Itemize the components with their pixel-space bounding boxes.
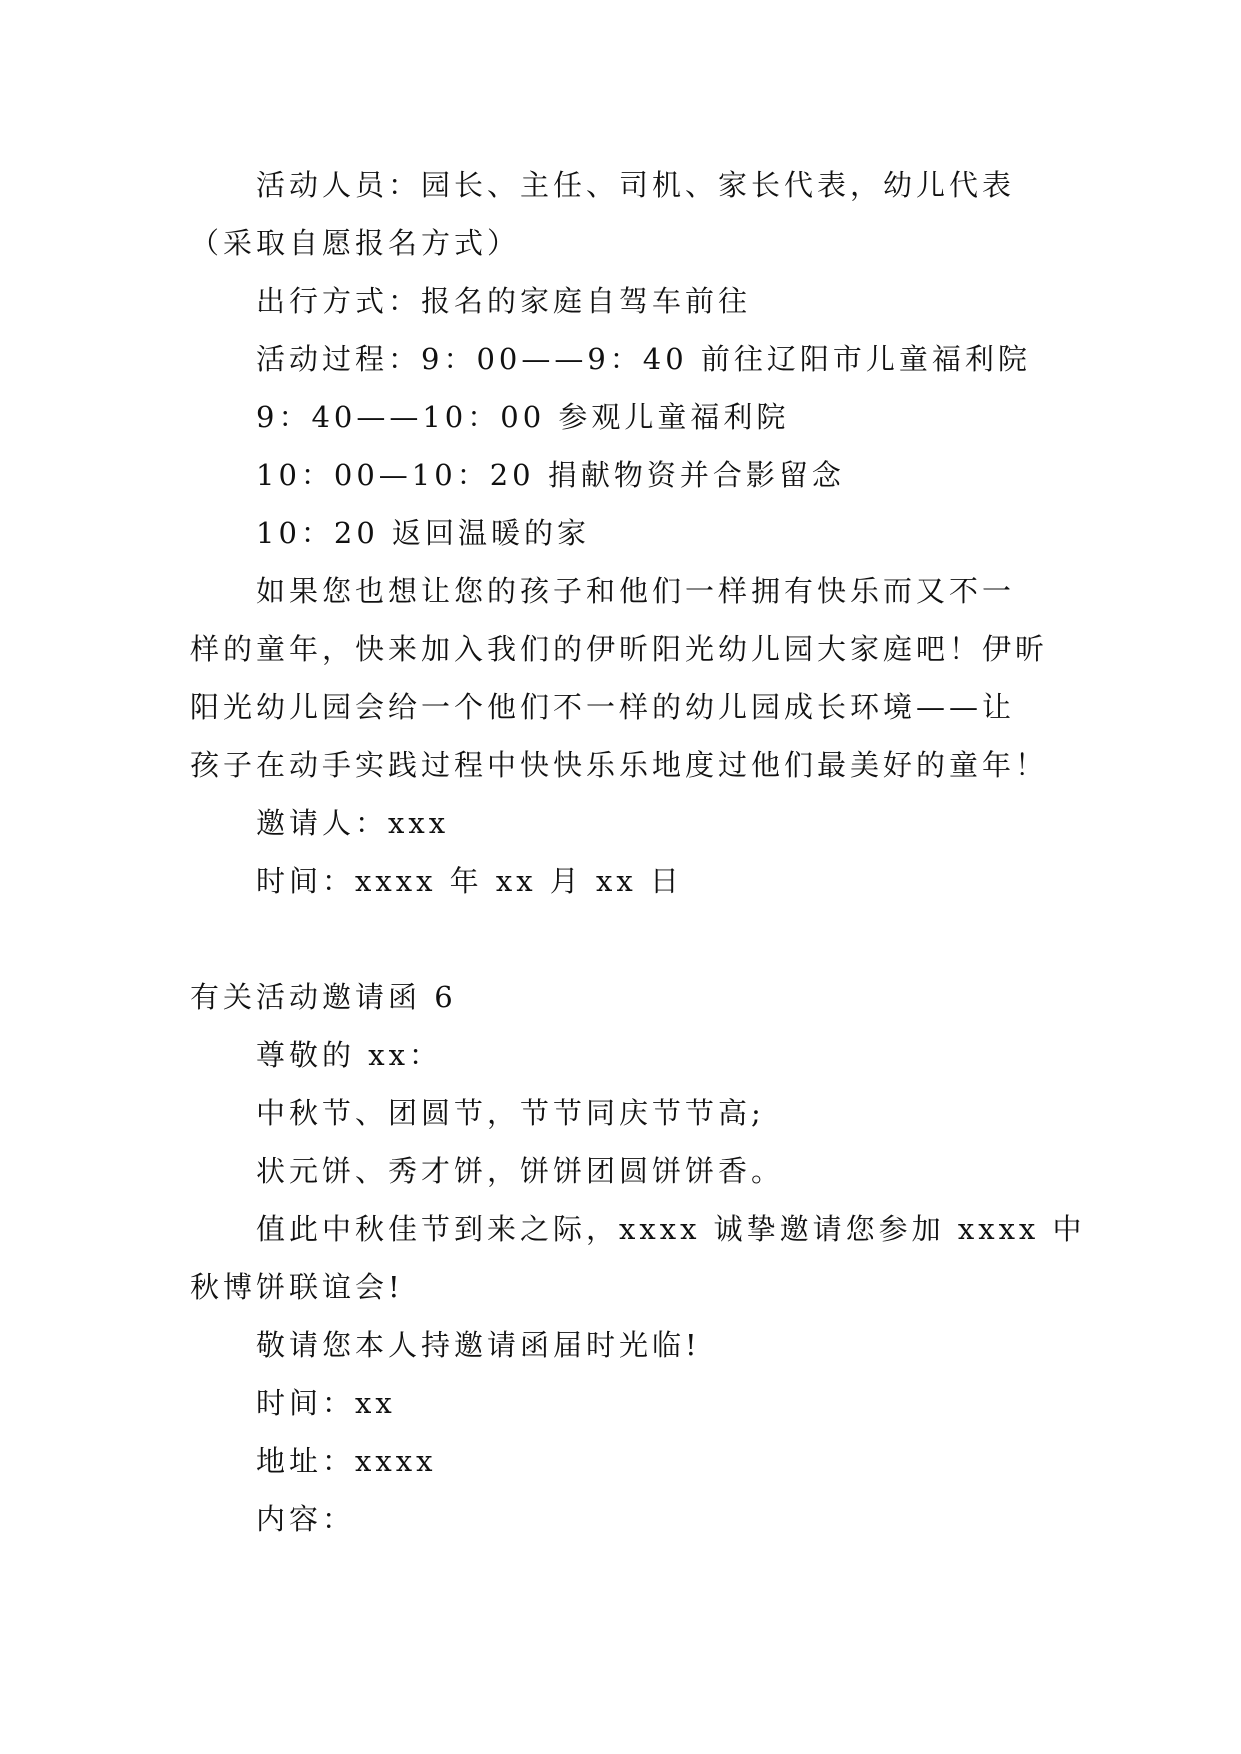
invitation-line-2: 秋博饼联谊会! bbox=[190, 1270, 404, 1304]
travel-mode: 出行方式：报名的家庭自驾车前往 bbox=[256, 284, 752, 318]
participants-line: 活动人员：园长、主任、司机、家长代表，幼儿代表 bbox=[256, 168, 1016, 202]
invite-paragraph-line-1: 如果您也想让您的孩子和他们一样拥有快乐而又不一 bbox=[256, 574, 1016, 608]
schedule-item-4: 10：20 返回温暖的家 bbox=[256, 516, 591, 550]
section-heading: 有关活动邀请函 6 bbox=[190, 980, 457, 1014]
event-content: 内容： bbox=[256, 1502, 356, 1536]
document-body bbox=[190, 156, 1086, 1548]
schedule-item-3: 10：00—10：20 捐献物资并合影留念 bbox=[256, 458, 845, 492]
couplet-line-1: 中秋节、团圆节，节节同庆节节高; bbox=[256, 1096, 765, 1130]
invite-paragraph-line-3: 阳光幼儿园会给一个他们不一样的幼儿园成长环境——让 bbox=[190, 690, 1016, 724]
inviter: 邀请人：xxx bbox=[256, 806, 450, 840]
schedule-item-2: 9：40——10：00 参观儿童福利院 bbox=[256, 400, 790, 434]
salutation: 尊敬的 xx： bbox=[256, 1038, 442, 1072]
couplet-line-2: 状元饼、秀才饼，饼饼团圆饼饼香。 bbox=[256, 1154, 785, 1188]
invite-date: 时间：xxxx 年 xx 月 xx 日 bbox=[256, 864, 683, 898]
invite-paragraph-line-4: 孩子在动手实践过程中快快乐乐地度过他们最美好的童年！ bbox=[190, 748, 1049, 782]
invitation-line-1: 值此中秋佳节到来之际，xxxx 诚挚邀请您参加 xxxx 中 bbox=[256, 1212, 1086, 1246]
schedule-item-1: 活动过程：9：00——9：40 前往辽阳市儿童福利院 bbox=[256, 342, 1031, 376]
invite-paragraph-line-2: 样的童年，快来加入我们的伊昕阳光幼儿园大家庭吧！伊昕 bbox=[190, 632, 1049, 666]
event-address: 地址：xxxx bbox=[256, 1444, 437, 1478]
attendance-request: 敬请您本人持邀请函届时光临! bbox=[256, 1328, 701, 1362]
section-gap bbox=[190, 910, 1050, 968]
event-time: 时间：xx bbox=[256, 1386, 396, 1420]
participants-note: （采取自愿报名方式） bbox=[190, 226, 521, 260]
